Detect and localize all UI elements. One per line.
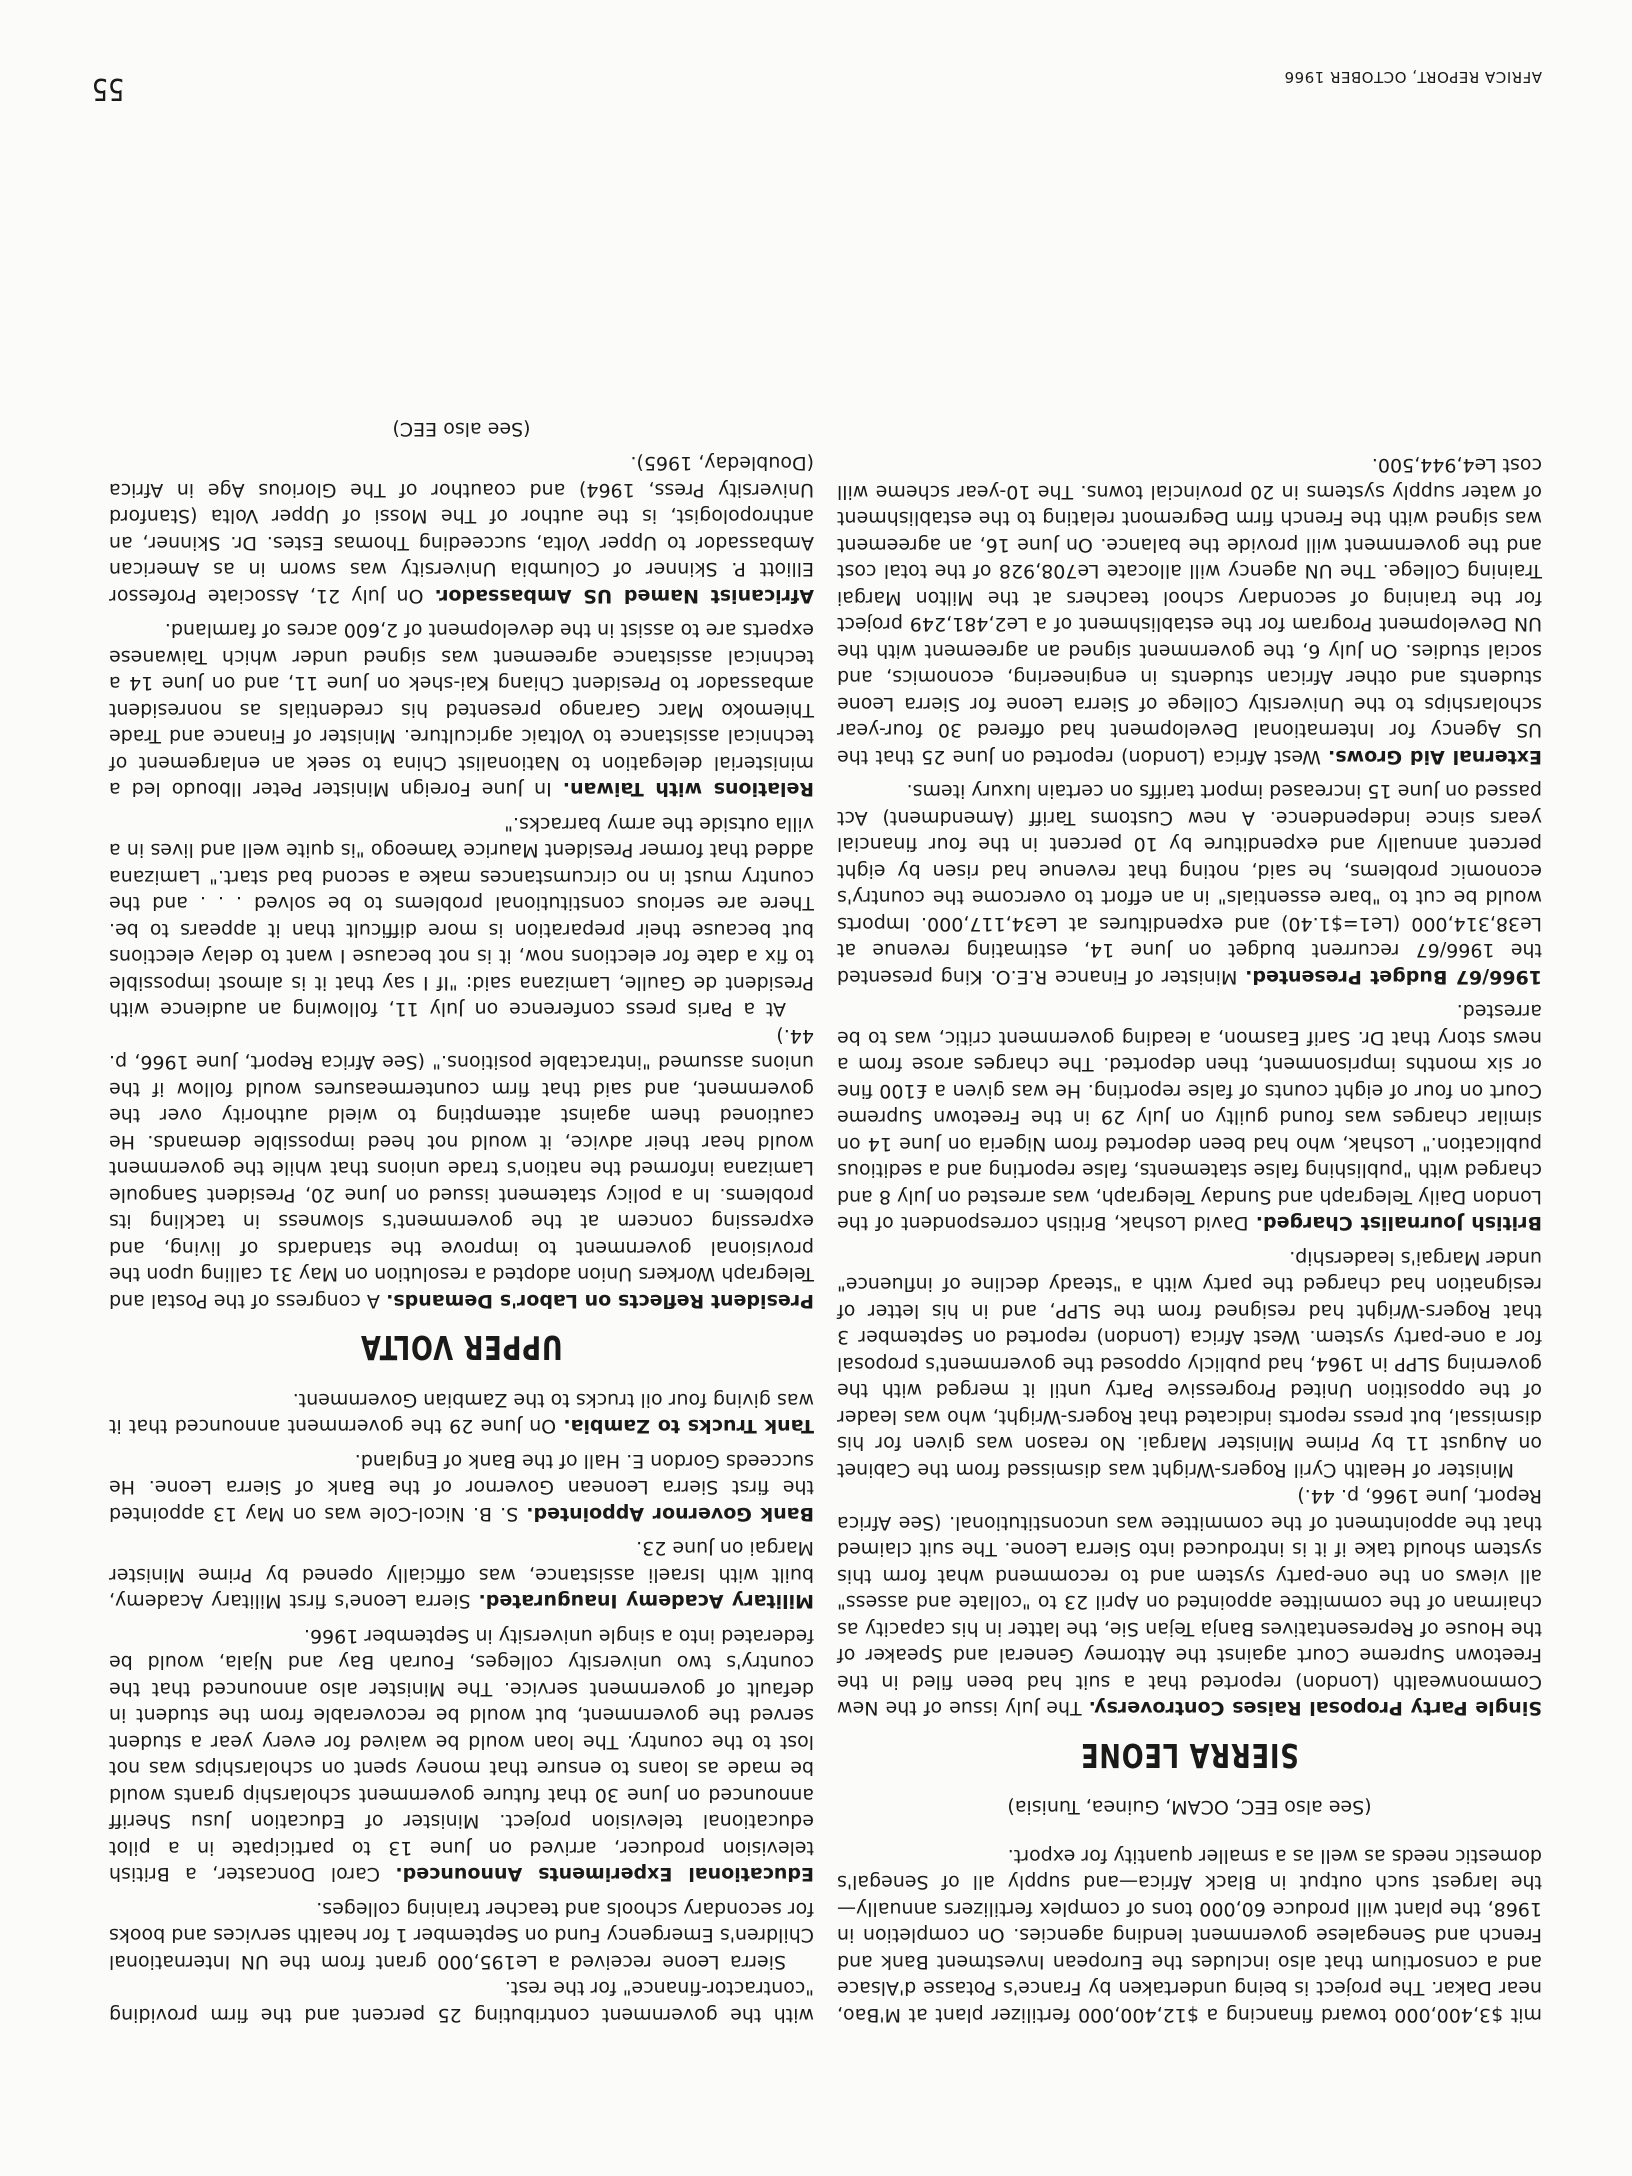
article-education [109,1623,814,1888]
article-heading: External Aid Grows. [1328,746,1542,768]
article-body: David Loshak, British correspondent of the London Daily Telegraph and Sunday Telegraph, was arrested on July 8 and charged with "publishing false statements, false reporting and a seditious publication." Loshak, who had been deported from Nigeria on June 14 on similar charges was found guilty on July 29 in the Freetown Supreme Court on four of eight counts of false reporting. He was given a £100 fine or six months imprisonment, then deported. The charges arose from a news story that Dr. Sarif Easmon, a leading government critic, was to be arrested. [837,1000,1542,1235]
article-body: West Africa (London) reported on June 25 that the US Agency for International Development had offered 30 four-year scholarships to the University College of Sierra Leone for Sierra Leone students and other African students in engineering, economics, and social studies. On July 6, the government signed an agreement with the UN Development Program for the establishment of a Le2,481,249 project for the training of secondary school teachers at the Milton Margai Training College. The UN agency will allocate Le708,928 of the total cost and the government will provide the balance. On June 16, an agreement was signed with the French firm Degremont relating to the establishment of water supply systems in 20 provincial towns. The 10-year scheme will cost Le4,944,500. [837,454,1542,768]
article-body: On June 29 the government announced that it was giving four oil trucks to the Zambian Government. [109,1389,814,1438]
article-body: The July issue of the New Commonwealth (London) reported that a suit had been filed in the Freetown Supreme Court against the Attorney General and Speaker of the House of Representatives Banja Tejan Sie, the latter in his capacity as chairman of the committee appointed on April 23 to "collate and assess" all views on the one-party system and to recommend what form this system should take if it is introduced into Sierra Leone. The suit claimed that the appointment of the committee was unconstitutional. (See Africa Report, June 1966, p. 44.) [837,1485,1542,1720]
see-also-note: (See also EEC) [392,418,531,440]
article-heading: Educational Experiments Announced. [395,1863,814,1886]
article-heading: 1966/67 Budget Presented. [1245,966,1542,988]
article-labor-demands [109,1023,814,1315]
article-body: Carol Doncaster, a British television producer, arrived on June 13 to participate in a pilot educational television project. Minister of Education Jusu Sheriff announced on June 30 that future government scholarship grants would be made as loans to ensure that money spent on scholarships was not lost to the country. The loan would be waived for every year a student served the government, but would be recoverable from the student in default of government service. The Minister also announced that the country's two university colleges, Fourah Bay and Njala, would be federated into a single university in September 1966. [108,1625,814,1886]
article-heading: Bank Governor Appointed. [526,1503,814,1525]
article-heading: Military Academy Inaugurated. [478,1590,814,1613]
see-also-note: (See also EEC, OCAM, Guinea, Tunisia) [1007,1796,1372,1819]
section-title-upper-volta: UPPER VOLTA [360,1328,563,1368]
article-single-party [837,1483,1542,1722]
article-heading: Tank Trucks to Zambia. [563,1415,814,1438]
article-us-ambassador [109,450,814,609]
article-bank-governor [109,1448,814,1528]
paragraph-rogers-wright: Minister of Health Cyril Rogers-Wright was dismissed from the Cabinet on August 11 by Prime Minister Margai. No reason was given for his dismissal, but press reports indicated that Rogers-Wright, who was leader of the opposition United Progressive Party until it merged with the governing SLPP in 1964, had publicly opposed the government's proposal for a one-party system. West Africa (London) reported on September 3 that Rogers-Wright had resigned from the SLPP, and in his letter of resignation had charged the party with a "steady decline of influence" under Margai's leadership. [837,1247,1542,1481]
page-number: 55 [92,71,125,106]
article-heading: President Reflects on Labor's Demands. [386,1290,814,1312]
article-body: A congress of the Postal and Telegraph Workers Union adopted a resolution on May 31 calling upon the provisional government to improve the standards of living, and expressing concern at the government's slowness in tackling its problems. In a policy statement issued on June 20, President Sangoule Lamizana informed the nation's trade unions that while the government would hear their advice, it would not heed impossible demands. He cautioned them against attempting to wield authority over the government, and said that firm countermeasures would follow if the unions assumed "intractable positions." (See Africa Report, June 1966, p. 44.) [109,1025,814,1312]
running-header: AFRICA REPORT, OCTOBER 1966 [1284,68,1542,86]
article-military-academy [109,1535,814,1615]
paragraph-unicef: Sierra Leone received a Le195,000 grant from the UN International Children's Emergency Fund on September 1 for health services and books for secondary schools and teacher training colleges. [109,1898,814,1973]
left-column [837,452,1542,2028]
article-taiwan [109,617,814,803]
article-journalist [837,998,1542,1237]
article-body: Minister of Finance R.E.O. King presented the 1966/67 recurrent budget on June 14, estimating revenue at Le38,314,000 (Le1=$1.40) and expenditures at Le34,117,000. Imports would be cut to "bare essentials" in an effort to overcome the country's economic problems, he said, noting that revenue had risen by eight percent annually and expenditure by 10 percent in the four financial years since independence. A new Customs Tariff (Amendment) Act passed on June 15 increased import tariffs on certain luxury items. [836,780,1542,988]
article-body: In June Foreign Minister Peter Ilboudo led a ministerial delegation to Nationalist China to seek an enlargement of technical assistance to Voltaic agriculture. Minister of Finance and Trade Thiemoko Marc Garango presented his credentials as nonresident ambassador to President Chiang Kai-shek on June 11, and on June 14 a technical assistance agreement was signed under which Taiwanese experts are to assist in the development of 2,600 acres of farmland. [109,619,814,801]
article-heading: Single Party Proposal Raises Controversy. [1088,1697,1542,1720]
article-heading: Relations with Taiwan. [562,778,814,801]
paragraph-paris-press: At a Paris press conference on July 11, following an audience with President de Gaulle, Lamizana said: "If I say that it is almost impossible to fix a date for elections now, it is not because I want to delay elections but because their preparation is more difficult than it appears to be. There are serious constitutional problems to be solved . . . and the country must in no circumstances make a second bad start." Lamizana added that former President Maurice Yameogo "is quite well and lives in a villa outside the army barracks." [109,813,814,1021]
article-external-aid [837,452,1542,770]
paragraph-senegal-continued: mit $3,400,000 toward financing a $12,400,000 fertilizer plant at M'Bao, near Dakar. The project is being undertaken by France's Potasse d'Alsace and a consortium that also includes the European Investment Bank and French and Senegalese government lending agencies. On completion in 1968, the plant will produce 60,000 tons of complex fertilizers annually—the largest such output in Black Africa—and supply all of Senegal's domestic needs as well as a smaller quantity for export. [837,1845,1542,2026]
article-body: S. B. Nicol-Cole was on May 13 appointed the first Sierra Leonean Governor of the Bank of Sierra Leone. He succeeds Gordon E. Hall of the Bank of England. [109,1450,814,1525]
article-budget [837,778,1542,990]
section-title-sierra-leone: SIERRA LEONE [1080,1736,1299,1775]
paragraph-continued: with the government contributing 25 percent and the firm providing "contractor-finance" for the rest. [109,1977,814,2026]
article-heading: British Journalist Charged. [1255,1212,1542,1235]
right-column [109,416,814,2029]
article-body: Sierra Leone's first Military Academy, built with Israeli assistance, was officially opened by Prime Minister Margai on June 23. [109,1537,814,1613]
article-tank-trucks [109,1387,814,1440]
article-body: On July 21, Associate Professor Elliott P. Skinner of Columbia University was sworn in as American Ambassador to Upper Volta, succeeding Thomas Estes. Dr. Skinner, an anthropologist, is the author of The Mossi of Upper Volta (Stanford University Press, 1964) and coauthor of The Glorious Age in Africa (Doubleday, 1965). [109,452,814,607]
article-heading: Africanist Named US Ambassador. [434,585,814,607]
